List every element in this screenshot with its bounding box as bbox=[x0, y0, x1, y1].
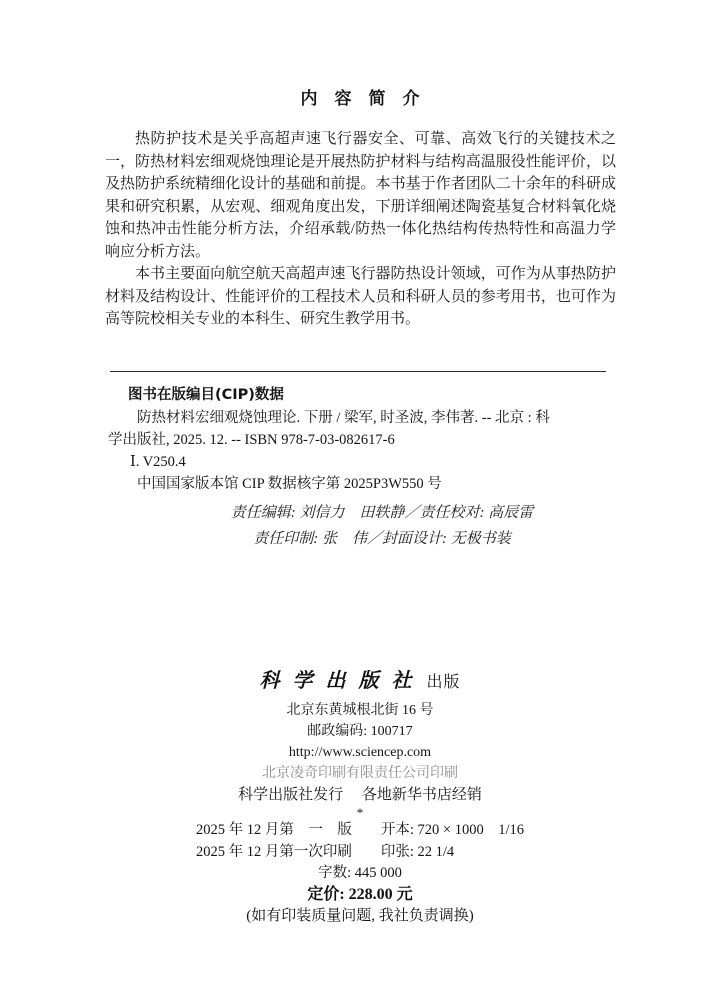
impression-line: 2025 年 12 月第一次印刷 印张: 22 1/4 bbox=[196, 843, 455, 860]
edition-line: 2025 年 12 月第 一 版 开本: 720 × 1000 1/16 bbox=[196, 822, 524, 838]
distribution-line: 科学出版社发行 各地新华书店经销 bbox=[238, 787, 482, 803]
credits-print-design-line: 责任印制: 张 伟／封面设计: 无极书装 bbox=[253, 531, 511, 547]
staff-credits bbox=[0, 500, 720, 552]
publishing-colophon bbox=[0, 666, 720, 927]
section-divider bbox=[110, 371, 606, 372]
publisher-postcode: 邮政编码: 100717 bbox=[307, 724, 413, 739]
credits-editors-line: 责任编辑: 刘信力 田轶静／责任校对: 高辰雷 bbox=[230, 505, 534, 521]
publisher-logo-line bbox=[0, 666, 720, 700]
cip-entry-line-2: 学出版社, 2025. 12. -- ISBN 978-7-03-082617-6 bbox=[108, 432, 395, 448]
star-separator: * bbox=[356, 805, 364, 820]
price-line: 定价: 228.00 元 bbox=[307, 886, 413, 903]
cip-class-number: Ⅰ. V250.4 bbox=[130, 454, 186, 470]
word-count: 字数: 445 000 bbox=[318, 865, 402, 881]
printer-name: 北京凌奇印刷有限责任公司印刷 bbox=[262, 766, 458, 781]
cip-entry-line-1: 防热材料宏细观烧蚀理论. 下册 / 梁军, 时圣波, 李伟著. -- 北京 : 科 bbox=[137, 410, 550, 426]
cip-record-number: 中国国家版本馆 CIP 数据核字第 2025P3W550 号 bbox=[137, 476, 442, 492]
publish-label: 出版 bbox=[426, 674, 461, 691]
cip-heading: 图书在版编目(CIP)数据 bbox=[128, 387, 284, 403]
science-press-logo: 科学出版社 bbox=[259, 670, 425, 692]
intro-paragraph-1: 热防护技术是关乎高超声速飞行器安全、可靠、高效飞行的关键技术之一，防热材料宏细观烧蚀理论是开展热防护材料与结构高温服役性能评价，以及热防护系统精细化设计的基础和前提。本书基于作者团队二十余年的科研成果和研究积累，从宏观、细观角度出发，下册详细阐述陶瓷基复合材料氧化烧蚀和热冲击性能分析方法，介绍承载/防热一体化热结构传热特性和高温力学响应分析方法。 bbox=[105, 131, 616, 260]
publisher-address: 北京东黄城根北街 16 号 bbox=[286, 703, 434, 718]
intro-paragraph-2: 本书主要面向航空航天高超声速飞行器防热设计领域，可作为从事热防护材料及结构设计、性能评价的工程技术人员和科研人员的参考用书，也可作为高等院校相关专业的本科生、研究生教学用书。 bbox=[105, 266, 616, 327]
publisher-website: http://www.sciencep.com bbox=[288, 745, 432, 760]
quality-note: (如有印装质量问题, 我社负责调换) bbox=[246, 908, 474, 924]
intro-title: 内容简介 bbox=[300, 89, 437, 109]
print-run-block bbox=[196, 820, 524, 863]
cip-data-block bbox=[108, 384, 614, 495]
intro-summary bbox=[105, 128, 616, 331]
